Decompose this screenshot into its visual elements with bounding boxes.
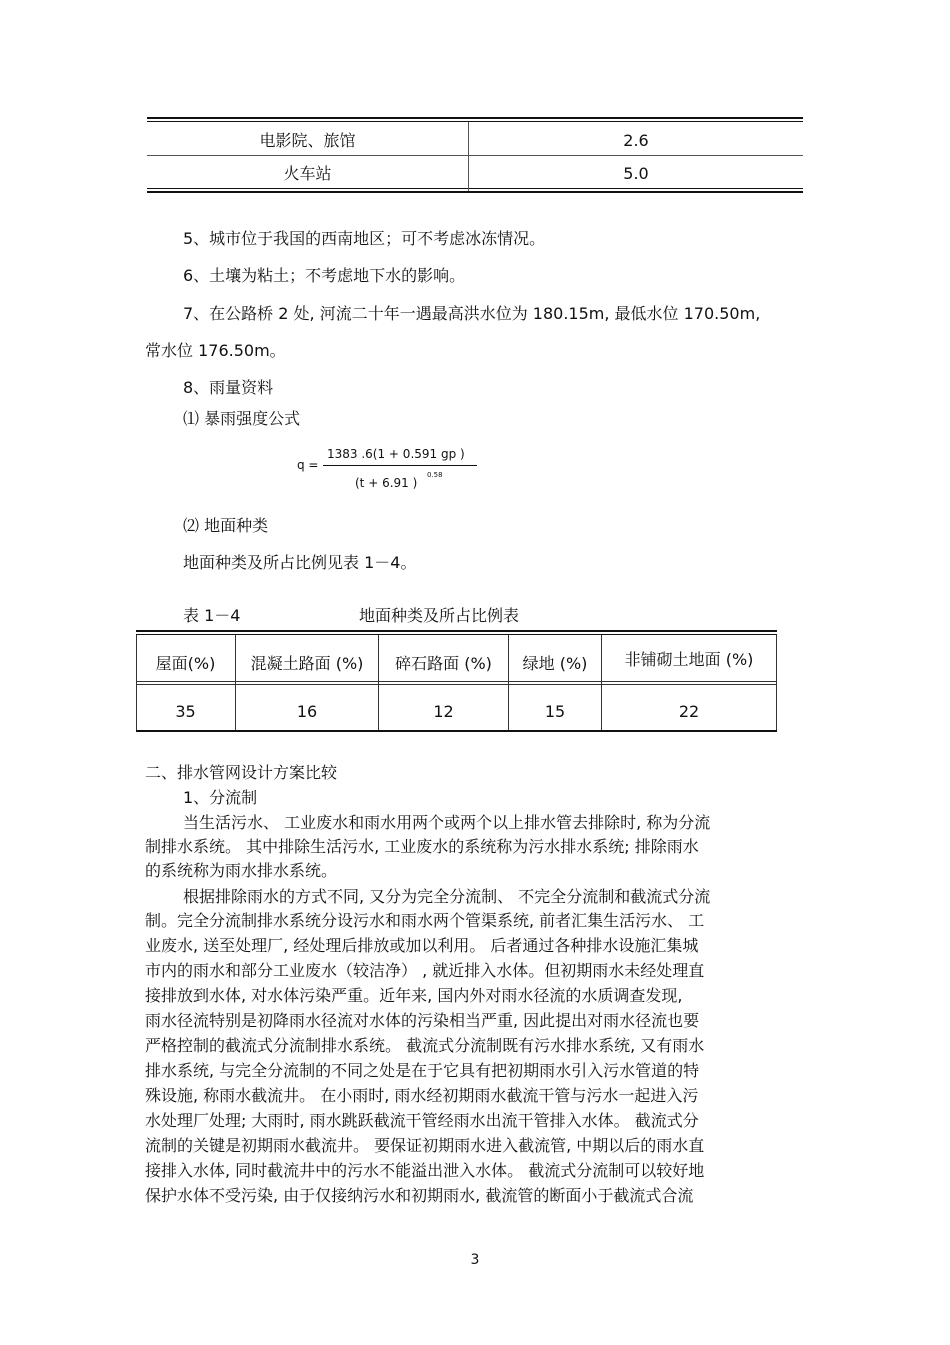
paragraph-line: 严格控制的截流式分流制排水系统。 截流式分流制既有污水排水系统, 又有雨水 xyxy=(145,1036,705,1055)
item-7-line-2: 常水位 176.50m。 xyxy=(145,341,286,360)
table-cell: 2.6 xyxy=(623,131,649,150)
paragraph-line: 当生活污水、 工业废水和雨水用两个或两个以上排水管去排除时, 称为分流 xyxy=(183,813,711,832)
table-cell: 16 xyxy=(296,702,318,721)
item-8-2-text: 地面种类及所占比例见表 1－4。 xyxy=(183,553,417,572)
ground-type-table xyxy=(136,630,777,734)
table-caption-title: 地面种类及所占比例表 xyxy=(359,606,520,625)
formula-lhs: q = xyxy=(297,458,319,472)
table-rule xyxy=(136,630,777,632)
item-6: 6、土壤为粘土；不考虑地下水的影响。 xyxy=(183,266,466,285)
table-rule xyxy=(147,117,803,119)
paragraph-line: 水处理厂处理; 大雨时, 雨水跳跃截流干管经雨水出流干管排入水体。 截流式分 xyxy=(145,1111,699,1130)
formula-fraction-bar xyxy=(323,465,477,466)
table-rule xyxy=(147,191,803,193)
paragraph-line: 制。完全分流制排水系统分设污水和雨水两个管渠系统, 前者汇集生活污水、 工 xyxy=(145,911,705,930)
paragraph-line: 殊设施, 称雨水截流井。 在小雨时, 雨水经初期雨水截流干管与污水一起进入污 xyxy=(145,1086,699,1105)
table-rule xyxy=(147,188,803,189)
table-header-cell: 非铺砌土地面 (%) xyxy=(624,650,754,669)
table-rule xyxy=(136,684,777,685)
formula-denominator: (t + 6.91 ) xyxy=(355,476,418,490)
table-cell: 火车站 xyxy=(283,164,332,183)
table-header-cell: 碎石路面 (%) xyxy=(395,654,492,673)
formula-numerator: 1383 .6(1 + 0.591 gp ) xyxy=(327,447,465,461)
item-5: 5、城市位于我国的西南地区；可不考虑冰冻情况。 xyxy=(183,229,546,248)
paragraph-line: 的系统称为雨水排水系统。 xyxy=(145,861,338,880)
table-header-cell: 混凝土路面 (%) xyxy=(250,654,364,673)
table-column-divider xyxy=(776,635,777,730)
table-cell: 5.0 xyxy=(623,164,649,183)
table-header-cell: 绿地 (%) xyxy=(522,654,588,673)
subsection-title: 1、分流制 xyxy=(183,788,258,807)
table-rule xyxy=(147,121,803,122)
paragraph-line: 雨水径流特别是初降雨水径流对水体的污染相当严重, 因此提出对雨水径流也要 xyxy=(145,1011,700,1030)
section-title: 二、排水管网设计方案比较 xyxy=(145,763,338,782)
table-cell: 22 xyxy=(678,702,700,721)
table-header-cell: 屋面(%) xyxy=(155,654,216,673)
paragraph-line: 业废水, 送至处理厂, 经处理后排放或加以利用。 后者通过各种排水设施汇集城 xyxy=(145,936,699,955)
item-8-2: ⑵ 地面种类 xyxy=(183,516,269,535)
paragraph-line: 接排入水体, 同时截流井中的污水不能溢出泄入水体。 截流式分流制可以较好地 xyxy=(145,1161,705,1180)
table-rule xyxy=(136,730,777,732)
paragraph-line: 流制的关键是初期雨水截流井。 要保证初期雨水进入截流管, 中期以后的雨水直 xyxy=(145,1136,705,1155)
item-7-line-1: 7、在公路桥 2 处, 河流二十年一遇最高洪水位为 180.15m, 最低水位 170.50m, xyxy=(183,304,761,323)
table-cell: 35 xyxy=(175,702,196,721)
paragraph-line: 接排放到水体, 对水体污染严重。近年来, 国内外对雨水径流的水质调查发现, xyxy=(145,986,683,1005)
table-cell: 12 xyxy=(433,702,454,721)
paragraph-line: 保护水体不受污染, 由于仅接纳污水和初期雨水, 截流管的断面小于截流式合流 xyxy=(145,1186,694,1205)
table-rule xyxy=(136,681,777,682)
paragraph-line: 制排水系统。 其中排除生活污水, 工业废水的系统称为污水排水系统; 排除雨水 xyxy=(145,837,699,856)
table-rule xyxy=(147,155,803,156)
table-rule xyxy=(136,634,777,635)
item-8-1: ⑴ 暴雨强度公式 xyxy=(183,409,301,428)
item-8: 8、雨量资料 xyxy=(183,378,274,397)
paragraph-line: 根据排除雨水的方式不同, 又分为完全分流制、 不完全分流制和截流式分流 xyxy=(183,887,711,906)
paragraph-line: 市内的雨水和部分工业废水（较洁净） , 就近排入水体。但初期雨水未经处理直 xyxy=(145,961,705,980)
page-number: 3 xyxy=(470,1252,480,1268)
table-cell: 电影院、旅馆 xyxy=(259,131,356,150)
table-cell: 15 xyxy=(544,702,566,721)
paragraph-line: 排水系统, 与完全分流制的不同之处是在于它具有把初期雨水引入污水管道的特 xyxy=(145,1061,700,1080)
formula-exponent: 0.58 xyxy=(427,471,443,479)
table-caption-number: 表 1－4 xyxy=(183,606,241,625)
